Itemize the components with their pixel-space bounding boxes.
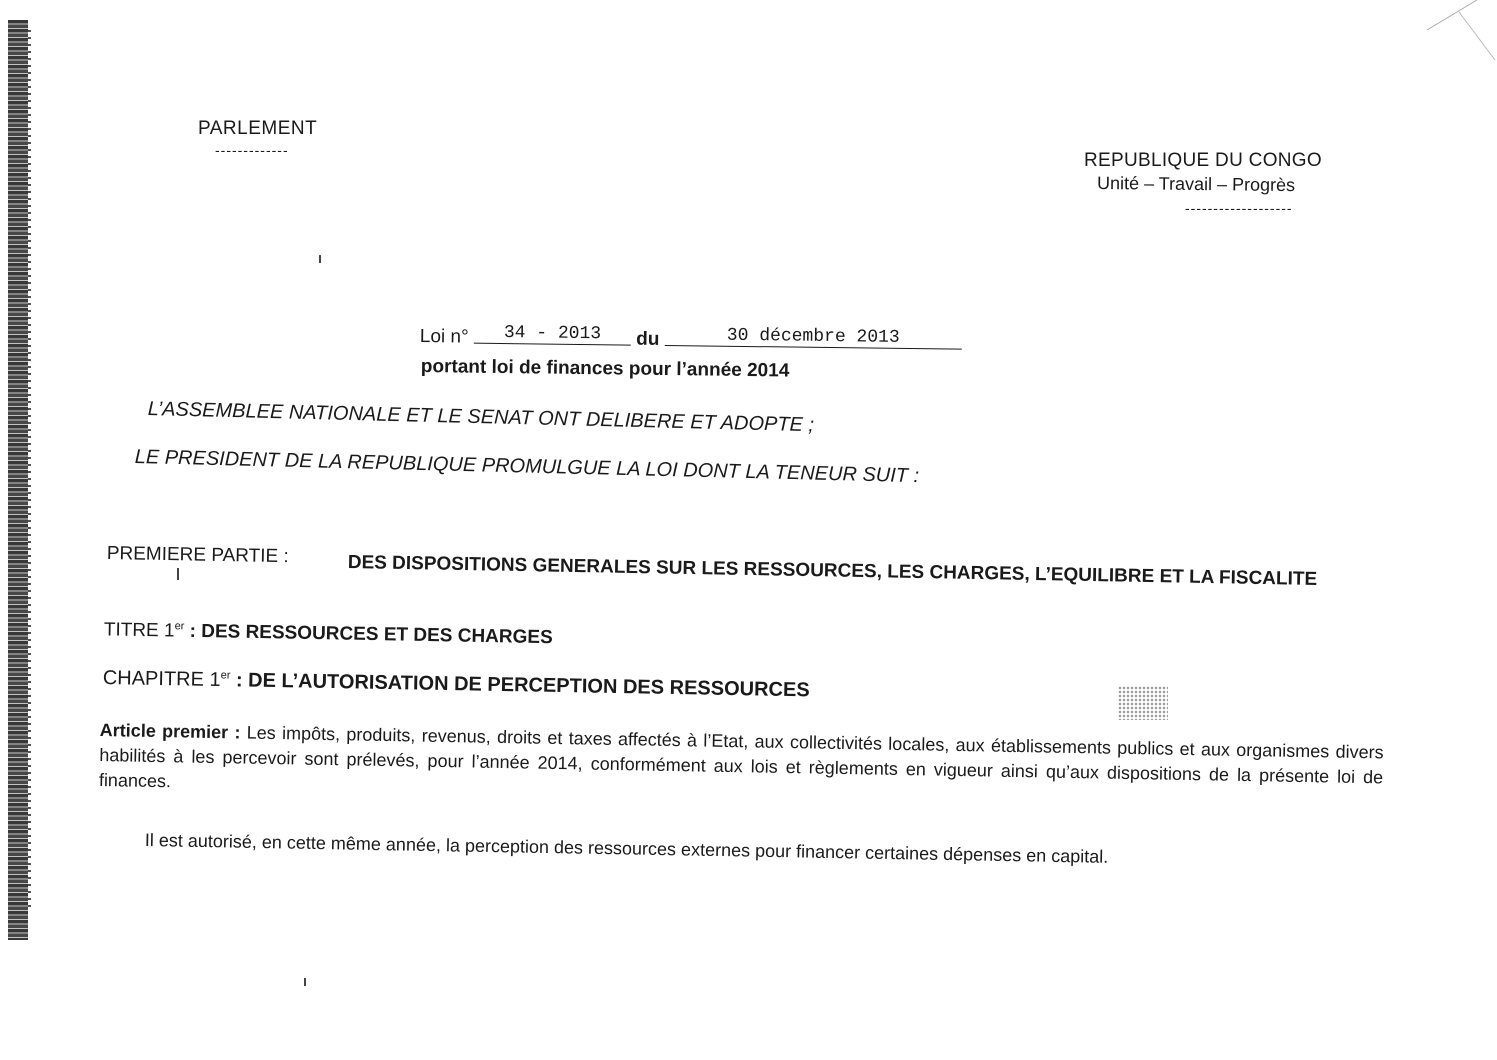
partie-label: PREMIERE PARTIE : — [106, 543, 289, 568]
law-title-line — [419, 323, 962, 356]
chapitre-sup: er — [220, 669, 231, 682]
law-date-prefix: du — [636, 328, 660, 350]
republic-rule: ------------------- — [1185, 200, 1293, 216]
law-prefix: Loi n° — [419, 326, 469, 348]
scan-smudge — [1118, 686, 1168, 720]
titre-sup: er — [174, 620, 185, 633]
law-subtitle: portant loi de finances pour l’année 2014 — [420, 356, 790, 382]
preamble-line-2: LE PRESIDENT DE LA REPUBLIQUE PROMULGUE LA LOI DONT LA TENEUR SUIT : — [134, 446, 920, 488]
scan-mark — [177, 568, 179, 580]
law-date: 30 décembre 2013 — [665, 325, 962, 350]
article-heading: Article premier : — [99, 719, 241, 743]
republic-motto: Unité – Travail – Progrès — [1096, 172, 1296, 196]
parlement-rule: ------------- — [215, 142, 289, 158]
scan-edge-dots — [28, 30, 31, 910]
scan-edge-strip — [8, 20, 28, 940]
titre-heading — [104, 619, 553, 649]
page-corner-fold — [1417, 0, 1497, 80]
article-premier — [99, 718, 1384, 815]
chapitre-text: : DE L’AUTORISATION DE PERCEPTION DES RESSOURCES — [230, 669, 810, 702]
scan-mark — [319, 255, 321, 263]
article-paragraph-2: Il est autorisé, en cette même année, la perception des ressources externes pour financer certaines dépenses en capital. — [144, 830, 1109, 867]
preamble-line-1: L’ASSEMBLEE NATIONALE ET LE SENAT ONT DELIBERE ET ADOPTE ; — [147, 398, 815, 437]
chapitre-label: CHAPITRE 1 — [102, 667, 221, 692]
law-number: 34 - 2013 — [474, 323, 631, 346]
parlement-heading: PARLEMENT — [198, 118, 318, 139]
chapitre-heading — [103, 667, 810, 702]
republic-heading: REPUBLIQUE DU CONGO — [1084, 150, 1322, 171]
titre-text: : DES RESSOURCES ET DES CHARGES — [184, 620, 553, 649]
partie-title: DES DISPOSITIONS GENERALES SUR LES RESSOURCES, LES CHARGES, L’EQUILIBRE ET LA FISCALITE — [347, 552, 1318, 590]
titre-label: TITRE 1 — [103, 619, 175, 642]
article-body: Les impôts, produits, revenus, droits et taxes affectés à l’Etat, aux collectivités locales, aux établissements publics et aux organismes divers habilités à les percevoir sont prélevés, pour l’année 2014, conformément aux lois et règlements en vigueur ainsi qu’aux dispositions de la présente loi de finances. — [98, 722, 1384, 792]
scan-mark — [304, 978, 306, 986]
